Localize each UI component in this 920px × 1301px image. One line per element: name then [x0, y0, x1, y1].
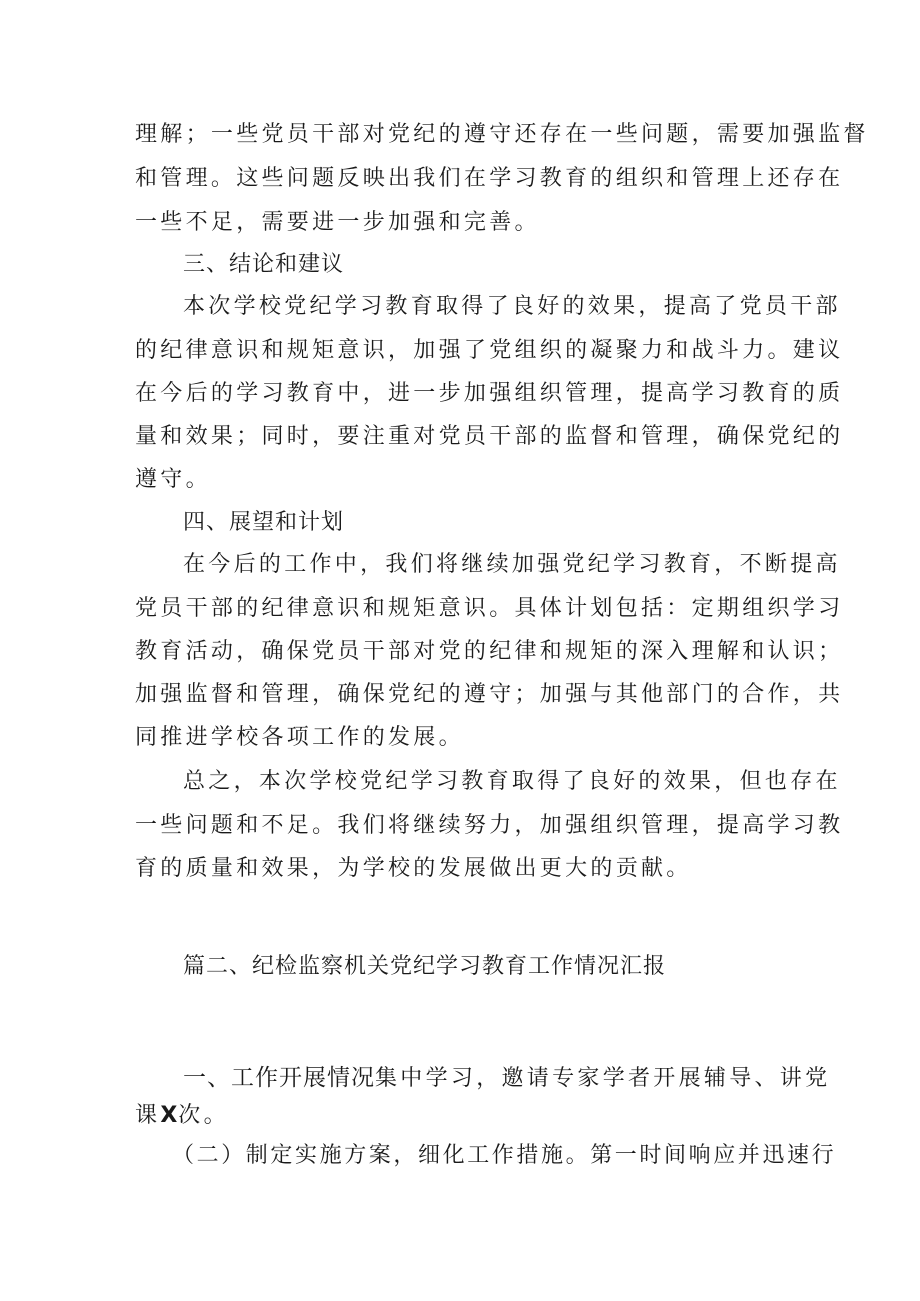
paragraph-line: 本次学校党纪学习教育取得了良好的效果，提高了党员干部 — [183, 294, 841, 319]
paragraph-line: 加强监督和管理，确保党纪的遵守；加强与其他部门的合作，共 — [135, 682, 844, 707]
paragraph-line: 在今后的学习教育中，进一步加强组织管理，提高学习教育的质 — [135, 381, 844, 406]
section-heading-conclusion: 三、结论和建议 — [183, 252, 345, 277]
article2-item2-line: （二）制定实施方案，细化工作措施。第一时间响应并迅速行 — [172, 1143, 837, 1168]
paragraph-line: 同推进学校各项工作的发展。 — [135, 725, 464, 750]
section1-line2-prefix: 课 — [135, 1103, 161, 1128]
section-heading-outlook: 四、展望和计划 — [183, 510, 345, 535]
paragraph-line: 一些不足，需要进一步加强和完善。 — [135, 210, 540, 235]
paragraph-line: 的纪律意识和规矩意识，加强了党组织的凝聚力和战斗力。建议 — [135, 338, 844, 363]
paragraph-line: 育的质量和效果，为学校的发展做出更大的贡献。 — [135, 856, 692, 881]
paragraph-line: 总之，本次学校党纪学习教育取得了良好的效果，但也存在 — [183, 769, 841, 794]
paragraph-line: 量和效果；同时，要注重对党员干部的监督和管理，确保党纪的 — [135, 424, 844, 449]
article-title: 篇二、纪检监察机关党纪学习教育工作情况汇报 — [183, 954, 667, 979]
paragraph-line: 党员干部的纪律意识和规矩意识。具体计划包括：定期组织学习 — [135, 596, 844, 621]
section-heading-work-progress: 一、工作开展情况 — [183, 1065, 375, 1091]
paragraph-line: 教育活动，确保党员干部对党的纪律和规矩的深入理解和认识； — [135, 639, 844, 664]
article2-section1-line2 — [135, 1101, 229, 1131]
article2-section1-line — [183, 1063, 830, 1094]
section1-line2-suffix: 次。 — [178, 1103, 229, 1128]
paragraph-line: 遵守。 — [135, 467, 211, 492]
paragraph-line: 一些问题和不足。我们将继续努力，加强组织管理，提高学习教 — [135, 813, 844, 838]
section1-text: 集中学习，邀请专家学者开展辅导、讲党 — [375, 1066, 831, 1091]
section1-line2-bold: X — [160, 1103, 179, 1128]
paragraph-line: 和管理。这些问题反映出我们在学习教育的组织和管理上还存在 — [135, 166, 844, 191]
paragraph-line: 理解；一些党员干部对党纪的遵守还存在一些问题，需要加强监督 — [135, 122, 869, 147]
paragraph-line: 在今后的工作中，我们将继续加强党纪学习教育，不断提高 — [183, 552, 841, 577]
